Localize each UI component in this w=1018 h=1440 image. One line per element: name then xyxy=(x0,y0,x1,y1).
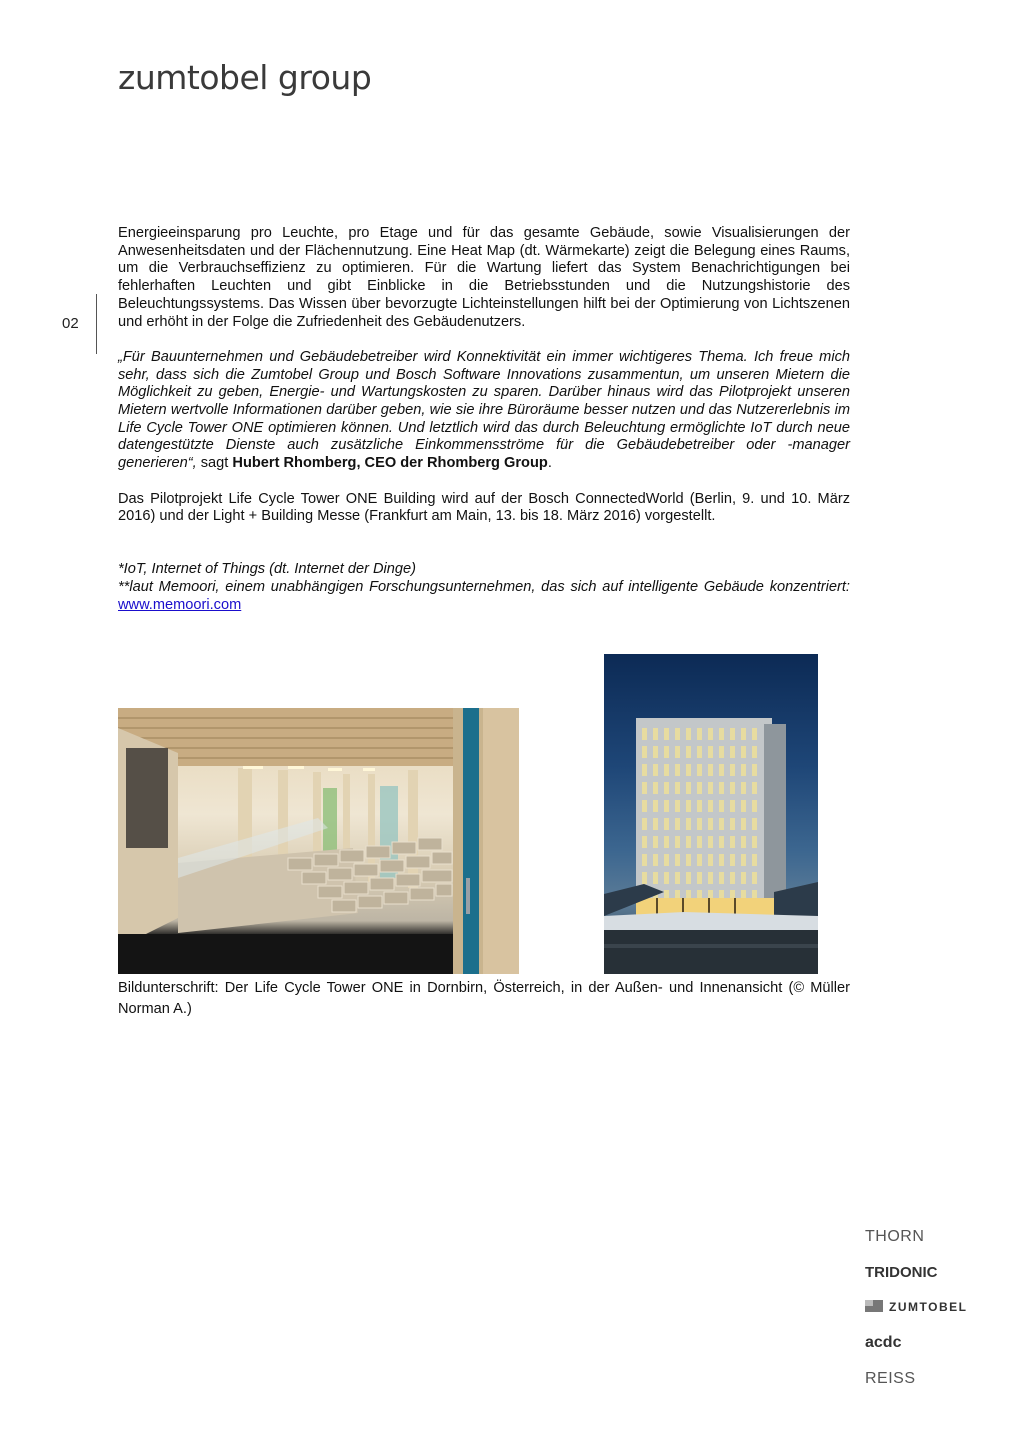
brand-acdc: acdc xyxy=(865,1334,902,1351)
quote-speaker: Hubert Rhomberg, CEO der Rhomberg Group xyxy=(232,455,548,472)
interior-photo xyxy=(118,708,519,974)
brand-reiss: REISS xyxy=(865,1370,916,1387)
quote-end: . xyxy=(547,455,552,472)
quote-said: sagt xyxy=(196,455,233,472)
photo-caption: Bildunterschrift: Der Life Cycle Tower ONE in Dornbirn, Österreich, in der Außen- und Innenansicht (© Müller Norman A.) xyxy=(118,980,850,1017)
paragraph-analytics: Energieeinsparung pro Leuchte, pro Etage und für das gesamte Gebäude, sowie Visualisierungen der Anwesenheitsdaten und der Flächennutzung. Eine Heat Map (dt. Wärmekarte) zeigt die Belegung eines Raums, um die Verbrauchseffizienz zu optimieren. Für die Wartung liefert das System Benachrichtigungen bei fehlerhaften Leuchten und gibt Einblicke in die Betriebsstunden und die Nutzungshistorie des Beleuchtungssystems. Das Wissen über bevorzugte Lichteinstellungen hilft bei der Optimierung von Lichtszenen und erhöht in der Folge die Zufriedenheit des Gebäudenutzers. xyxy=(118,225,850,330)
brand-tridonic: TRIDONIC xyxy=(865,1264,938,1281)
memoori-link[interactable]: www.memoori.com xyxy=(118,596,242,613)
brand-thorn: THORN xyxy=(865,1228,925,1245)
footnote-memoori: **laut Memoori, einem unabhängigen Forschungsunternehmen, das sich auf intelligente Gebäude konzentriert: www.memoori.com xyxy=(118,579,850,613)
brand-zumtobel: ZUMTOBEL xyxy=(865,1300,967,1314)
zumtobel-group-logo: zumtobel group xyxy=(118,58,372,97)
exterior-photo xyxy=(604,654,818,974)
paragraph-presentation: Das Pilotprojekt Life Cycle Tower ONE Building wird auf der Bosch ConnectedWorld (Berlin, 9. und 10. März 2016) und der Light + Building Messe (Frankfurt am Main, 13. bis 18. März 2016) vorgestellt. xyxy=(118,490,850,525)
quote-text: „Für Bauunternehmen und Gebäudebetreiber wird Konnektivität ein immer wichtigeres Thema. Ich freue mich sehr, dass sich die Zumtobel Group und Bosch Software Innovations zusammentun, um unseren Mietern die Möglichkeit zu geben, Energie- und Wartungskosten zu sparen. Darüber hinaus wird das Pilotprojekt unseren Mietern wertvolle Informationen darüber geben, wie sie ihre Büroräume besser nutzen und das Nutzererlebnis im Life Cycle Tower ONE optimieren können. Und letztlich wird das durch Beleuchtung ermöglichte IoT durch neue datengestützte Dienste auch zusätzliche Einkommensströme für die Gebäudebetreiber oder -manager generieren“, xyxy=(118,348,850,472)
page-number: 02 xyxy=(62,315,79,332)
paragraph-quote xyxy=(118,349,850,473)
margin-rule xyxy=(96,294,97,354)
body-text xyxy=(118,225,850,614)
footnote-iot: *IoT, Internet of Things (dt. Internet der Dinge) xyxy=(118,561,416,578)
zumtobel-mark-icon xyxy=(865,1300,883,1312)
